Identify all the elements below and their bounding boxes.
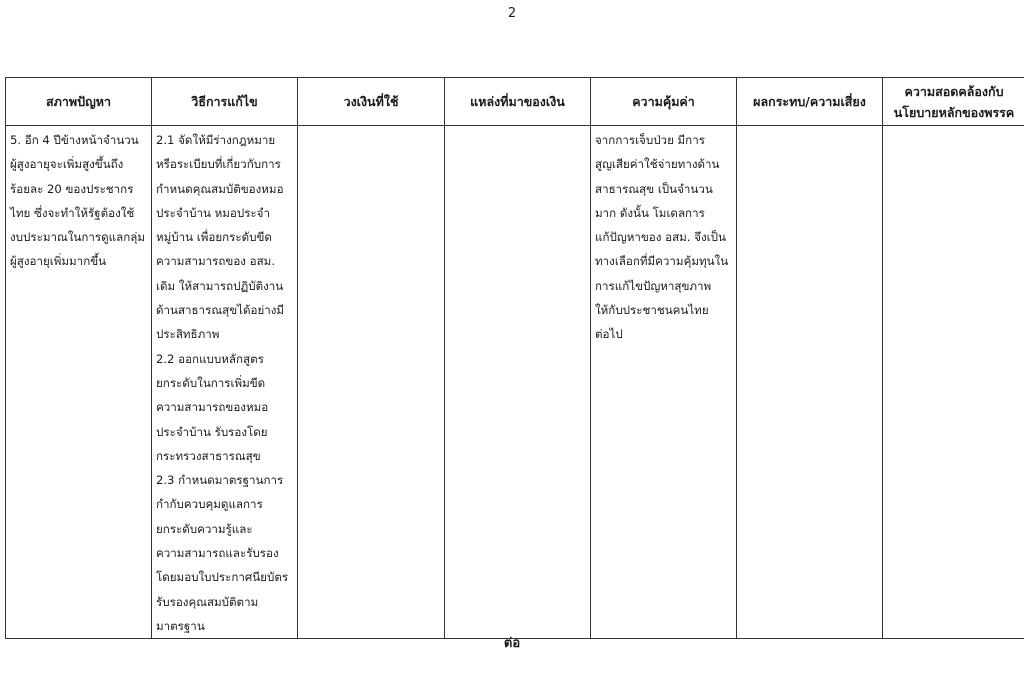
cell-text-line: โดยมอบใบประกาศนียบัตร [156,570,289,585]
cell-text-line: การแก้ไขปัญหาสุขภาพ [595,278,712,293]
cell-text-line: กำกับควบคุมดูแลการ [156,497,263,512]
header-budget: วงเงินที่ใช้ [298,78,445,126]
cell-text-line: กระทรวงสาธารณสุข [156,448,261,463]
cell-text-line: ยกระดับความรู้และ [156,521,253,536]
header-impact-risk: ผลกระทบ/ความเสี่ยง [737,78,883,126]
page-number: 2 [507,6,517,21]
cell-text-line: ทางเลือกที่มีความคุ้มทุนใน [595,254,729,269]
header-solution: วิธีการแก้ไข [152,78,298,126]
cell-text-line: หมู่บ้าน เพื่อยกระดับขีด [156,230,272,245]
header-funding-source: แหล่งที่มาของเงิน [445,78,591,126]
cell-funding-source [445,126,591,639]
cell-text-line: 5. อีก 4 ปีข้างหน้าจำนวน [10,133,139,147]
cell-text-line: รับรองคุณสมบัติตาม [156,594,259,609]
cell-text-line: 2.1 จัดให้มีร่างกฎหมาย [156,133,276,147]
cell-text-line: ความสามารถของหมอ [156,400,269,415]
cell-text-line: สูญเสียค่าใช้จ่ายทางด้าน [595,157,720,172]
header-policy-alignment-line: นโยบายหลักของพรรค [893,104,1015,120]
cell-text-line: ต่อไป [595,327,623,342]
cell-text-line: แก้ปัญหาของ อสม. จึงเป็น [595,230,726,245]
cell-text-line: ไทย ซึ่งจะทำให้รัฐต้องใช้ [10,205,135,220]
cell-text-line: เดิม ให้สามารถปฏิบัติงาน [156,278,284,293]
cell-text-line: ผู้สูงอายุเพิ่มมากขึ้น [10,254,107,269]
cell-text-line: ประสิทธิภาพ [156,327,220,342]
cell-problem [6,126,152,639]
cell-text-line: ความสามารถและรับรอง [156,546,279,561]
cell-budget [298,126,445,639]
cell-text-line: ความสามารถของ อสม. [156,254,276,269]
cell-impact-risk [737,126,883,639]
header-value-for-money: ความคุ้มค่า [591,78,737,126]
table-row [6,126,1024,639]
cell-solution [152,126,298,639]
cell-text-line: 2.3 กำหนดมาตรฐานการ [156,473,284,488]
policy-table [5,77,1024,639]
header-policy-alignment [883,78,1024,126]
cell-text-line: มาก ดังนั้น โมเดลการ [595,205,705,220]
cell-text-line: ผู้สูงอายุจะเพิ่มสูงขึ้นถึง [10,157,124,172]
cell-text-line: ประจำบ้าน รับรองโดย [156,424,268,439]
cell-text-line: งบประมาณในการดูแลกลุ่ม [10,230,145,245]
header-problem: สภาพปัญหา [6,78,152,126]
header-policy-alignment-line: ความสอดคล้องกับ [904,83,1004,99]
cell-text-line: หรือระเบียบที่เกี่ยวกับการ [156,157,281,172]
cell-text-line: กำหนดคุณสมบัติของหมอ [156,181,284,196]
cell-text-line: ร้อยละ 20 ของประชากร [10,181,134,196]
cell-text-line: ให้กับประชาชนคนไทย [595,303,709,318]
cell-text-line: ประจำบ้าน หมอประจำ [156,205,270,220]
cell-text-line: จากการเจ็บป่วย มีการ [595,133,705,147]
cell-value-for-money [591,126,737,639]
cell-text-line: มาตรฐาน [156,618,205,633]
cell-policy-alignment [883,126,1024,639]
header-row [6,78,1024,126]
cell-text-line: ยกระดับในการเพิ่มขีด [156,375,266,390]
cell-text-line: ด้านสาธารณสุขได้อย่างมี [156,303,285,318]
cell-text-line: 2.2 ออกแบบหลักสูตร [156,351,264,366]
continue-label: ต่อ [503,636,521,651]
cell-text-line: สาธารณสุข เป็นจำนวน [595,181,713,196]
